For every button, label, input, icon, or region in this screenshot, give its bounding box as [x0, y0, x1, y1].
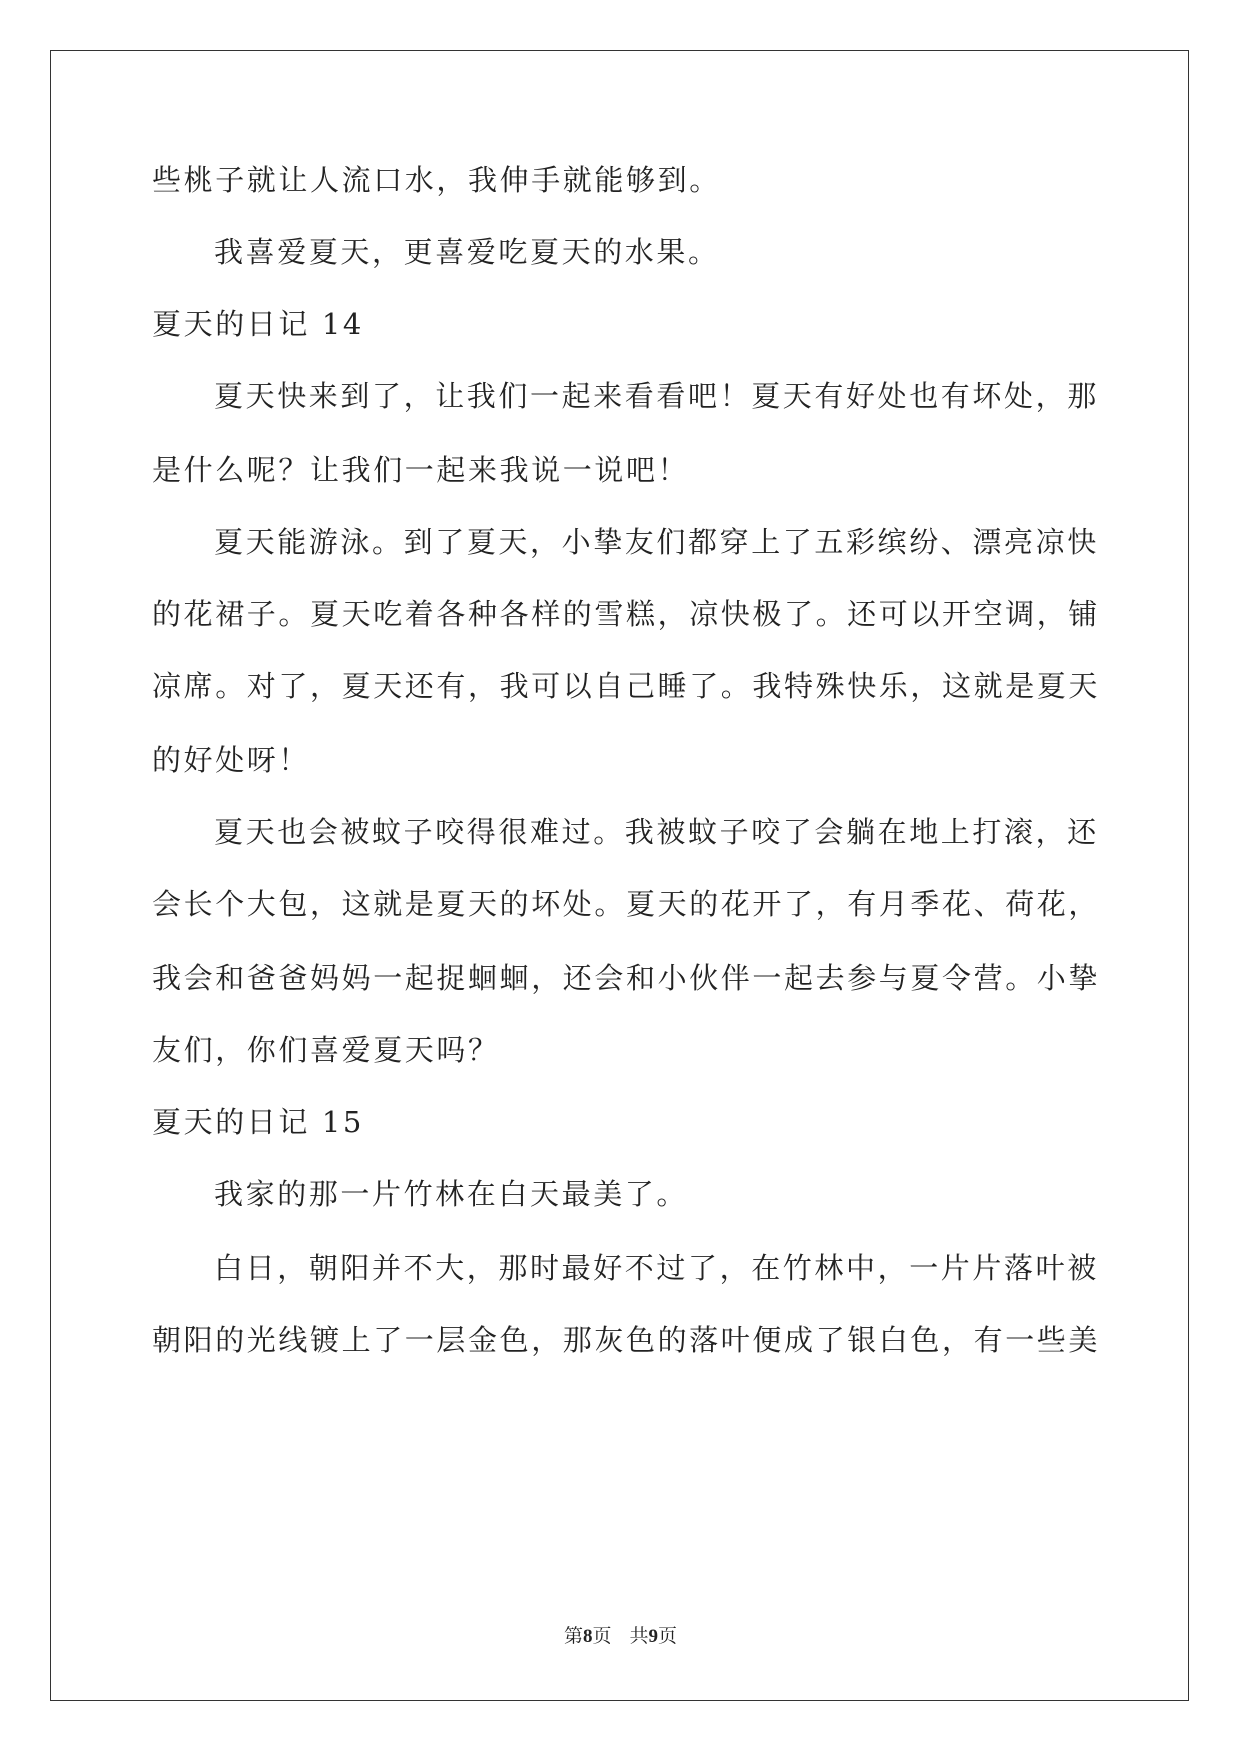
paragraph-line: 是什么呢？让我们一起来我说一说吧！: [152, 453, 690, 487]
paragraph-line: 朝阳的光线镀上了一层金色，那灰色的落叶便成了银白色，有一些美: [152, 1323, 1101, 1357]
section-heading-15: 夏天的日记 15: [152, 1105, 364, 1139]
paragraph-line: 我家的那一片竹林在白天最美了。: [214, 1177, 689, 1211]
paragraph-line: 友们，你们喜爱夏天吗？: [152, 1033, 500, 1067]
paragraph-line: 夏天也会被蚊子咬得很难过。我被蚊子咬了会躺在地上打滚，还: [214, 815, 1099, 849]
total-suffix: 页: [658, 1625, 678, 1647]
paragraph-line: 的花裙子。夏天吃着各种各样的雪糕，凉快极了。还可以开空调，铺: [152, 597, 1101, 631]
paragraph-line: 凉席。对了，夏天还有，我可以自己睡了。我特殊快乐，这就是夏天: [152, 669, 1101, 703]
page-suffix: 页: [592, 1625, 612, 1647]
page-footer: [0, 1624, 1241, 1649]
paragraph-line: 白日，朝阳并不大，那时最好不过了，在竹林中，一片片落叶被: [214, 1251, 1099, 1285]
page-border: [50, 50, 1189, 1701]
total-pages: 9: [648, 1626, 659, 1647]
paragraph-line: 夏天能游泳。到了夏天，小挚友们都穿上了五彩缤纷、漂亮凉快: [214, 525, 1099, 559]
page-number: 8: [582, 1626, 593, 1647]
page-prefix: 第: [563, 1625, 583, 1647]
section-heading-14: 夏天的日记 14: [152, 307, 364, 341]
paragraph-line: 我会和爸爸妈妈一起捉蛔蛔，还会和小伙伴一起去参与夏令营。小挚: [152, 961, 1101, 995]
paragraph-line: 我喜爱夏天，更喜爱吃夏天的水果。: [214, 235, 720, 269]
paragraph-line: 些桃子就让人流口水，我伸手就能够到。: [152, 163, 721, 197]
paragraph-line: 的好处呀！: [152, 743, 311, 777]
total-prefix: 共: [629, 1625, 649, 1647]
paragraph-line: 会长个大包，这就是夏天的坏处。夏天的花开了，有月季花、荷花，: [152, 887, 1101, 921]
paragraph-line: 夏天快来到了，让我们一起来看看吧！夏天有好处也有坏处，那: [214, 379, 1099, 413]
